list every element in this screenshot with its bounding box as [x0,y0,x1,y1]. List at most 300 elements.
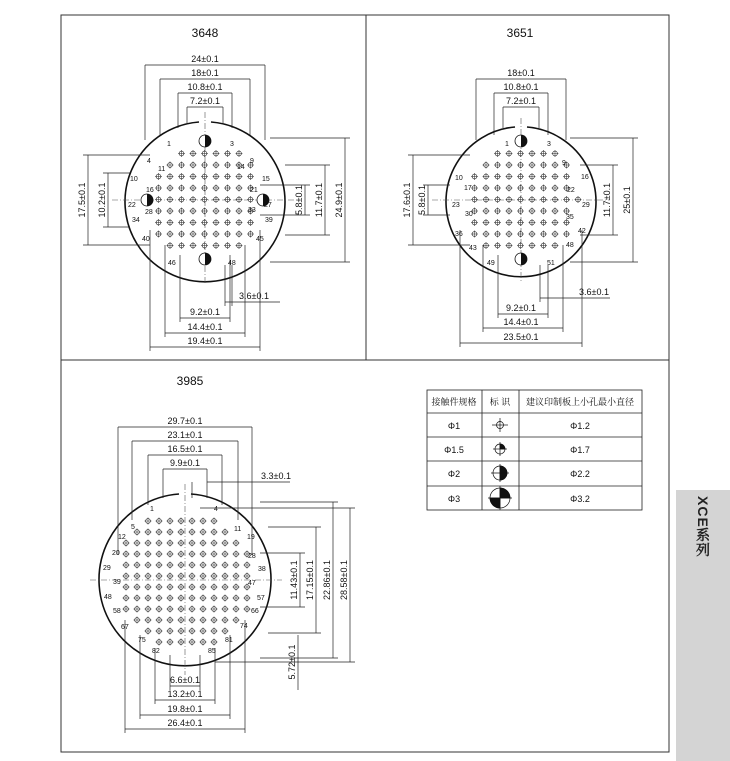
contact-hole [540,162,547,169]
contact-hole [563,173,570,180]
contact-label: 46 [168,260,176,267]
contact-hole [483,208,490,215]
contact-hole [575,196,582,203]
contact-hole [167,639,174,646]
contact-hole [552,208,559,215]
power-contact [515,253,527,265]
contact-hole [145,562,152,569]
contact-label: 40 [142,236,150,243]
sheet-frame [61,15,669,752]
contact-label: 38 [258,566,266,573]
contact-hole [540,242,547,249]
dim-top-1: 18±0.1 [191,68,219,78]
contact-hole [247,196,254,203]
contact-hole [134,584,141,591]
contact-hole [134,595,141,602]
contact-label: 11 [234,526,242,533]
contact-hole [222,584,229,591]
contact-hole [134,573,141,580]
contact-label: 74 [240,623,248,630]
contact-hole [517,173,524,180]
contact-hole [540,231,547,238]
contact-hole [178,628,185,635]
contact-hole [145,529,152,536]
contact-hole [213,173,220,180]
contact-label: 48 [104,594,112,601]
contact-label: 10 [130,176,138,183]
contact-hole [123,595,130,602]
power-contact [141,194,153,206]
contact-label: 82 [152,648,160,655]
dim-right-4: 5.72±0.1 [287,644,297,680]
contact-hole [134,562,141,569]
contact-hole [145,518,152,525]
contact-hole [156,584,163,591]
contact-label: 5 [131,524,135,531]
contact-label: 39 [265,217,273,224]
contact-hole [471,185,478,192]
contact-hole [483,185,490,192]
contact-hole [201,173,208,180]
dim-right-0: 11.7±0.1 [602,182,612,218]
contact-hole [233,606,240,613]
contact-hole [213,150,220,157]
contact-hole [236,219,243,226]
contact-hole [213,208,220,215]
dim-top-0: 18±0.1 [507,68,535,78]
contact-label: 23 [452,202,460,209]
contact-hole [494,185,501,192]
legend-hole: Φ2.2 [570,469,590,479]
contact-hole [506,185,513,192]
contact-hole [190,219,197,226]
power-contact [199,253,211,265]
contact-hole [167,518,174,525]
contact-hole [552,242,559,249]
contact-hole [540,150,547,157]
legend-hole: Φ3.2 [570,494,590,504]
contact-label: 22 [128,202,136,209]
contact-hole [178,185,185,192]
contact-hole [189,584,196,591]
contact-grid [471,135,582,265]
contact-label: 35 [566,214,574,221]
contact-hole [517,150,524,157]
contact-label: 9 [250,158,254,165]
dim-left-1: 10.2±0.1 [97,182,107,218]
contact-hole [201,185,208,192]
contact-hole [167,231,174,238]
connector-3648 [77,54,350,351]
contact-hole [178,639,185,646]
contact-hole [211,584,218,591]
contact-label: 66 [251,608,259,615]
contact-label: 29 [103,565,111,572]
contact-label: 36 [455,231,463,238]
contact-hole [233,540,240,547]
contact-label: 4 [147,158,151,165]
contact-hole [178,173,185,180]
contact-hole [134,606,141,613]
contact-hole [167,208,174,215]
contact-hole [201,162,208,169]
contact-hole [211,617,218,624]
contact-hole [155,208,162,215]
contact-hole [189,518,196,525]
contact-hole [200,573,207,580]
contact-hole [190,162,197,169]
contact-hole [200,540,207,547]
contact-hole [190,185,197,192]
contact-hole [211,628,218,635]
dim-bottom-2: 14.4±0.1 [503,317,539,327]
dim-bottom-1: 9.2±0.1 [506,303,536,313]
contact-hole [178,242,185,249]
contact-hole [200,595,207,602]
contact-hole [213,196,220,203]
dim-top-1: 23.1±0.1 [167,430,203,440]
contact-hole [178,606,185,613]
dim-bottom-0: 3.6±0.1 [239,291,269,301]
contact-hole [156,606,163,613]
contact-hole [222,606,229,613]
contact-hole [563,231,570,238]
contact-hole [178,150,185,157]
contact-hole [506,242,513,249]
contact-hole [517,208,524,215]
contact-hole [167,242,174,249]
contact-hole [190,208,197,215]
contact-hole [494,162,501,169]
contact-hole [213,185,220,192]
contact-labels [103,506,266,655]
crosshair-circle-icon [492,418,508,432]
contact-label: 57 [257,595,265,602]
contact-hole [211,518,218,525]
dim-right-0: 5.8±0.1 [294,185,304,215]
contact-hole [517,219,524,226]
dim-left-1: 5.8±0.1 [417,185,427,215]
contact-hole [506,150,513,157]
dim-right-3: 28.58±0.1 [339,560,349,600]
contact-hole [178,219,185,226]
contact-hole [190,150,197,157]
contact-hole [189,551,196,558]
contact-hole [494,150,501,157]
contact-grid [141,135,269,265]
contact-hole [494,208,501,215]
contact-hole [471,219,478,226]
contact-hole [156,518,163,525]
contact-hole [517,185,524,192]
contact-hole [222,617,229,624]
contact-hole [233,595,240,602]
connector-3651 [402,68,638,347]
contact-label: 48 [566,242,574,249]
contact-hole [494,231,501,238]
contact-label: 20 [112,550,120,557]
dim-bottom-1: 9.2±0.1 [190,307,220,317]
contact-hole [224,242,231,249]
dim-left-0: 17.6±0.1 [402,182,412,218]
contact-hole [155,173,162,180]
contact-hole [211,595,218,602]
contact-hole [167,628,174,635]
contact-label: 29 [582,202,590,209]
dim-top-0: 29.7±0.1 [167,416,203,426]
contact-hole [167,606,174,613]
dim-bottom-1: 13.2±0.1 [167,689,203,699]
dim-top-3: 9.9±0.1 [170,458,200,468]
contact-hole [167,529,174,536]
contact-label: 11 [158,166,166,173]
contact-hole [552,150,559,157]
contact-hole [236,231,243,238]
contact-hole [506,208,513,215]
contact-hole [178,540,185,547]
contact-hole [134,617,141,624]
contact-hole [200,639,207,646]
dim-right-1: 25±0.1 [622,186,632,214]
contact-hole [483,196,490,203]
contact-hole [123,562,130,569]
contact-hole [167,551,174,558]
contact-label: 43 [469,245,477,252]
contact-hole [540,173,547,180]
dim-bottom-3: 23.5±0.1 [503,332,539,342]
contact-hole [244,595,251,602]
contact-hole [167,595,174,602]
contact-hole [244,606,251,613]
contact-hole [213,242,220,249]
contact-hole [201,219,208,226]
contact-hole [540,196,547,203]
contact-hole [167,584,174,591]
dim-bottom-3: 19.4±0.1 [187,336,223,346]
contact-hole [145,617,152,624]
legend-header-hole: 建议印制板上小孔最小直径 [525,397,635,407]
contact-label: 3 [230,141,234,148]
contact-hole [178,231,185,238]
contact-label: 16 [146,187,154,194]
contact-hole [211,551,218,558]
contact-hole [145,584,152,591]
contact-hole [552,231,559,238]
contact-hole [247,173,254,180]
contact-hole [155,231,162,238]
contact-hole [236,208,243,215]
contact-hole [123,573,130,580]
contact-hole [189,606,196,613]
contact-hole [189,529,196,536]
contact-hole [222,540,229,547]
contact-hole [178,196,185,203]
contact-hole [233,617,240,624]
contact-hole [200,529,207,536]
contact-label: 4 [214,506,218,513]
contact-hole [167,573,174,580]
contact-hole [156,573,163,580]
legend-header-mark: 标 识 [489,397,511,407]
contact-hole [236,196,243,203]
contact-hole [233,562,240,569]
contact-hole [517,196,524,203]
contact-hole [222,595,229,602]
contact-hole [156,529,163,536]
panel-title-3648: 3648 [191,26,219,40]
dim-right-2: 22.86±0.1 [322,560,332,600]
contact-hole [189,573,196,580]
contact-hole [517,231,524,238]
contact-hole [178,208,185,215]
contact-hole [483,173,490,180]
dim-right-0: 11.43±0.1 [289,560,299,600]
contact-hole [494,219,501,226]
dim-top-0: 24±0.1 [191,54,219,64]
contact-hole [236,150,243,157]
contact-hole [190,231,197,238]
contact-hole [211,639,218,646]
contact-label: 49 [487,260,495,267]
contact-hole [145,540,152,547]
contact-hole [211,529,218,536]
contact-hole [201,208,208,215]
contact-label: 28 [145,209,153,216]
contact-hole [167,617,174,624]
half-filled-circle-icon [491,464,509,482]
contact-label: 30 [465,211,473,218]
contact-hole [155,219,162,226]
panel-title-3985: 3985 [176,374,204,388]
contact-hole [483,219,490,226]
contact-hole [552,196,559,203]
legend-hole: Φ1.7 [570,445,590,455]
contact-hole [189,562,196,569]
contact-hole [189,639,196,646]
contact-hole [201,150,208,157]
contact-hole [190,173,197,180]
dim-bottom-0: 6.6±0.1 [170,675,200,685]
contact-hole [529,162,536,169]
dim-top-4: 3.3±0.1 [261,471,291,481]
contact-hole [178,595,185,602]
contact-hole [494,242,501,249]
contact-hole [178,529,185,536]
contact-hole [552,162,559,169]
contact-hole [471,173,478,180]
contact-hole [200,617,207,624]
legend-spec: Φ1 [447,421,461,431]
contact-label: 34 [132,217,140,224]
contact-label: 42 [578,228,586,235]
contact-label: 1 [167,141,171,148]
contact-hole [224,173,231,180]
contact-hole [201,231,208,238]
contact-hole [517,162,524,169]
contact-hole [517,242,524,249]
dim-top-2: 10.8±0.1 [187,82,223,92]
contact-hole [167,219,174,226]
contact-hole [167,196,174,203]
contact-grid [123,518,251,646]
contact-hole [134,540,141,547]
contact-hole [540,208,547,215]
contact-hole [201,196,208,203]
contact-hole [200,551,207,558]
contact-hole [155,185,162,192]
contact-hole [189,628,196,635]
contact-hole [200,628,207,635]
contact-hole [213,162,220,169]
contact-hole [529,231,536,238]
contact-hole [222,529,229,536]
contact-hole [189,595,196,602]
contact-hole [222,628,229,635]
dim-bottom-3: 26.4±0.1 [167,718,203,728]
contact-hole [167,173,174,180]
contact-label: 45 [256,236,264,243]
contact-hole [224,208,231,215]
contact-hole [211,573,218,580]
contact-label: 58 [113,608,121,615]
contact-hole [178,617,185,624]
contact-hole [247,219,254,226]
contact-hole [167,562,174,569]
contact-hole [156,639,163,646]
contact-hole [471,196,478,203]
contact-hole [200,518,207,525]
contact-hole [145,551,152,558]
legend-spec: Φ3 [447,494,461,504]
contact-hole [529,173,536,180]
contact-label: 15 [262,176,270,183]
contact-hole [178,562,185,569]
contact-hole [224,150,231,157]
contact-label: 21 [250,187,258,194]
contact-label: 3 [547,141,551,148]
contact-hole [529,185,536,192]
contact-hole [236,173,243,180]
contact-hole [236,242,243,249]
contact-hole [529,208,536,215]
contact-label: 47 [248,580,256,587]
contact-hole [167,185,174,192]
contact-hole [134,551,141,558]
contact-hole [506,219,513,226]
contact-hole [222,562,229,569]
contact-hole [552,185,559,192]
contact-hole [189,617,196,624]
contact-hole [189,540,196,547]
contact-hole [552,173,559,180]
series-side-tab [676,490,730,761]
contact-hole [529,242,536,249]
contact-hole [224,185,231,192]
contact-hole [224,219,231,226]
legend-table [427,390,642,510]
contact-hole [529,219,536,226]
contact-hole [178,518,185,525]
series-label: XCE系列 [695,496,711,558]
contact-hole [178,551,185,558]
contact-label: 1 [505,141,509,148]
dim-bottom-2: 14.4±0.1 [187,322,223,332]
contact-hole [200,606,207,613]
panel-title-3651: 3651 [506,26,534,40]
contact-hole [145,595,152,602]
contact-hole [222,551,229,558]
quarter-filled-circle-icon [493,442,507,456]
